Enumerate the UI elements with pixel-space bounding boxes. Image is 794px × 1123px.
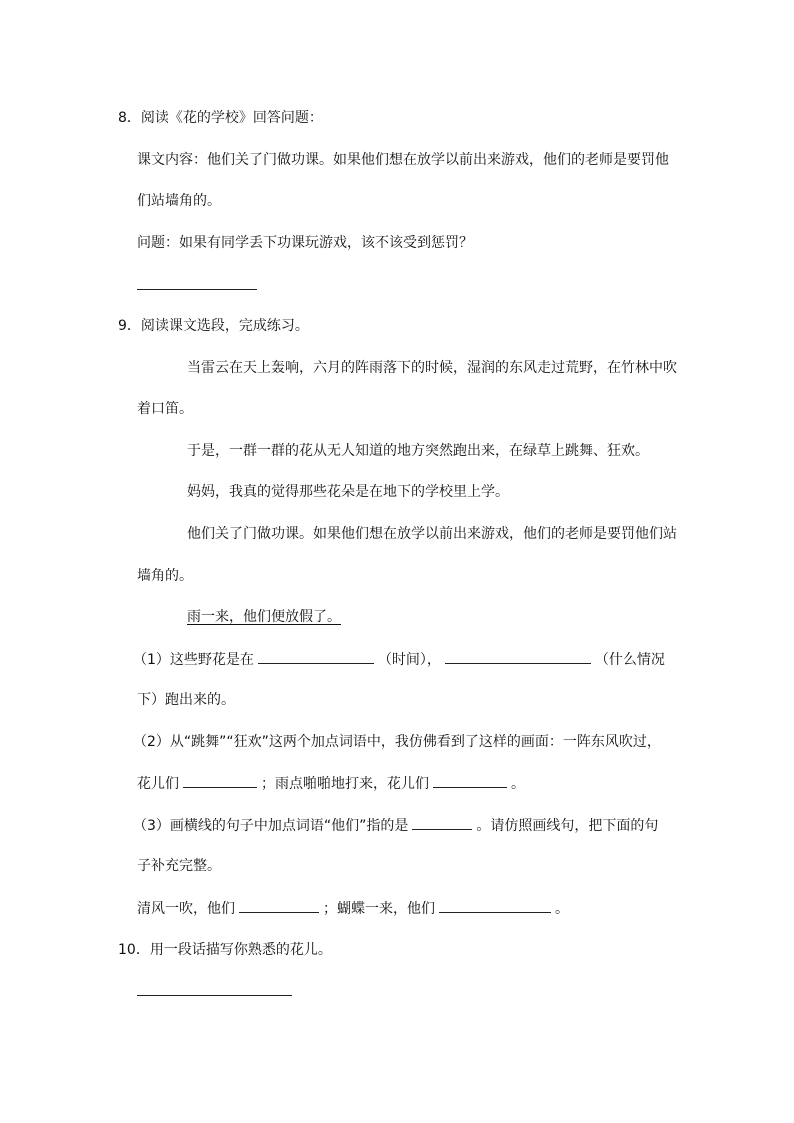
q9-sub1-mid: （时间）， <box>377 652 441 668</box>
q9-sub2-mid: ；雨点啪啪地打来，花儿们 <box>261 776 429 792</box>
q9-passage-p1-line1: 当雷云在天上轰响，六月的阵雨落下的时候，湿润的东风走过荒野，在竹林中吹 <box>187 360 677 376</box>
q9-underlined-sentence: 雨一来，他们便放假了。 <box>187 609 341 625</box>
q9-sub3-butterfly-prefix: ；蝴蝶一来，他们 <box>323 901 435 917</box>
q9-sub3-end: 。 <box>555 901 569 917</box>
q10-answer-line[interactable] <box>137 995 292 996</box>
q9-sub3-blank-breeze[interactable] <box>239 898 319 913</box>
q8-answer-line[interactable] <box>137 289 257 290</box>
q9-passage-p4-line2: 墙角的。 <box>137 568 193 584</box>
q9-sub3-breeze-prefix: 清风一吹，他们 <box>137 901 235 917</box>
q9-passage-p4-line1: 他们关了门做功课。如果他们想在放学以前出来游戏，他们的老师是要罚他们站 <box>187 526 677 542</box>
q9-sub2-prefix: 花儿们 <box>137 776 179 792</box>
q9-passage-p1-line2: 着口笛。 <box>137 401 193 417</box>
q9-sub2-line2 <box>137 773 525 794</box>
q9-sub1-blank-situation[interactable] <box>445 649 591 664</box>
q9-sub1-line2: 下）跑出来的。 <box>137 692 235 708</box>
q8-content-line1: 课文内容：他们关了门做功课。如果他们想在放学以前出来游戏，他们的老师是要罚他 <box>137 152 669 168</box>
q9-sub3-line2: 子补充完整。 <box>137 858 221 874</box>
q9-sub1-blank-time[interactable] <box>258 649 374 664</box>
q9-passage-p2: 于是，一群一群的花从无人知道的地方突然跑出来，在绿草上跳舞、狂欢。 <box>187 443 649 459</box>
q9-sub3-line3 <box>137 898 569 919</box>
q9-sub1-prefix: （1）这些野花是在 <box>133 652 254 668</box>
q9-sub3-blank-they[interactable] <box>412 815 472 830</box>
q9-sub3-blank-butterfly[interactable] <box>439 898 551 913</box>
q9-title: 9．阅读课文选段，完成练习。 <box>118 318 309 334</box>
q10-title: 10．用一段话描写你熟悉的花儿。 <box>118 942 332 958</box>
q9-sub1-line1 <box>133 649 665 670</box>
q9-sub3-suffix: 。请仿照画线句，把下面的句 <box>476 818 659 834</box>
q9-sub2-blank-rain[interactable] <box>433 773 507 788</box>
q9-sub2-end: 。 <box>511 776 525 792</box>
q9-sub2-blank-wind[interactable] <box>183 773 257 788</box>
q9-sub3-prefix: （3）画横线的句子中加点词语“他们”指的是 <box>133 818 409 834</box>
q8-title: 8．阅读《花的学校》回答问题： <box>118 110 323 126</box>
q9-sub1-suffix: （什么情况 <box>594 652 665 668</box>
q8-content-line2: 们站墙角的。 <box>137 193 221 209</box>
q9-sub3-line1 <box>133 815 658 836</box>
q9-sub2-line1: （2）从“跳舞”“狂欢”这两个加点词语中，我仿佛看到了这样的画面：一阵东风吹过， <box>133 734 661 750</box>
q8-question: 问题：如果有同学丢下功课玩游戏，该不该受到惩罚？ <box>137 235 473 251</box>
q9-passage-p3: 妈妈，我真的觉得那些花朵是在地下的学校里上学。 <box>187 484 509 500</box>
